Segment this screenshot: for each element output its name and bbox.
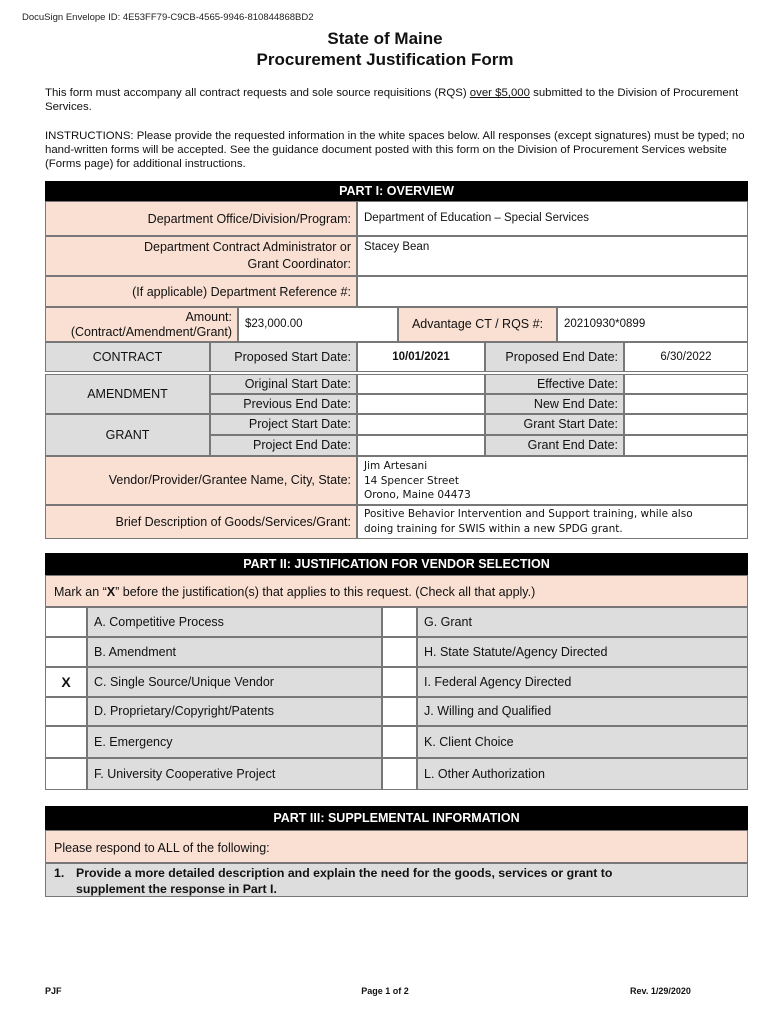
justification-option-right: H. State Statute/Agency Directed [417, 637, 748, 667]
justification-option-left: F. University Cooperative Project [87, 758, 382, 790]
question-1-line-1: Provide a more detailed description and explain the need for the goods, services or grant to [76, 866, 613, 880]
contract-label: CONTRACT [45, 342, 210, 372]
proposed-start-field[interactable]: 10/01/2021 [357, 342, 485, 372]
vendor-name: Jim Artesani [364, 460, 428, 472]
justification-option-right: I. Federal Agency Directed [417, 667, 748, 697]
amount-label [45, 307, 238, 342]
advantage-value-field[interactable]: 20210930*0899 [557, 307, 748, 342]
ref-label: (If applicable) Department Reference #: [45, 276, 357, 307]
part3-instruction: Please respond to ALL of the following: [45, 830, 748, 863]
question-1 [45, 863, 748, 897]
justification-checkbox-right[interactable] [382, 726, 417, 758]
intro-text-2: submitted to the Division of Procurement Services. [45, 87, 739, 113]
justification-checkbox-left[interactable] [45, 697, 87, 726]
grant-end-label: Grant End Date: [485, 435, 624, 456]
proposed-start-label: Proposed Start Date: [210, 342, 357, 372]
justification-checkbox-left[interactable] [45, 637, 87, 667]
form-title-state: State of Maine [327, 29, 443, 48]
description-label: Brief Description of Goods/Services/Grant: [45, 505, 357, 539]
description-line-2: doing training for SWIS within a new SPDG grant. [364, 522, 623, 535]
vendor-city-state: Orono, Maine 04473 [364, 489, 471, 501]
justification-option-left: D. Proprietary/Copyright/Patents [87, 697, 382, 726]
justification-checkbox-left[interactable] [45, 758, 87, 790]
footer-form-code: PJF [45, 986, 62, 996]
justification-option-left: B. Amendment [87, 637, 382, 667]
grant-start-field[interactable] [624, 414, 748, 435]
question-1-line-2: supplement the response in Part I. [76, 882, 277, 896]
part1-header: PART I: OVERVIEW [45, 181, 748, 201]
proposed-end-field[interactable]: 6/30/2022 [624, 342, 748, 372]
justification-option-left: E. Emergency [87, 726, 382, 758]
description-line-1: Positive Behavior Intervention and Support training, while also [364, 508, 693, 520]
justification-option-right: G. Grant [417, 607, 748, 637]
justification-checkbox-left[interactable]: X [45, 667, 87, 697]
dept-value-field[interactable]: Department of Education – Special Services [357, 201, 748, 236]
part2-instruction [45, 575, 748, 607]
admin-value-field[interactable]: Stacey Bean [357, 236, 748, 276]
amount-value-field[interactable]: $23,000.00 [238, 307, 398, 342]
amount-label-line1: Amount: [185, 310, 232, 324]
admin-label [45, 236, 357, 276]
project-end-label: Project End Date: [210, 435, 357, 456]
justification-option-right: L. Other Authorization [417, 758, 748, 790]
part3-header: PART III: SUPPLEMENTAL INFORMATION [45, 806, 748, 830]
question-1-number: 1. [54, 866, 65, 880]
amendment-label: AMENDMENT [45, 374, 210, 414]
vendor-label: Vendor/Provider/Grantee Name, City, State: [45, 456, 357, 505]
grant-start-label: Grant Start Date: [485, 414, 624, 435]
instructions-paragraph: INSTRUCTIONS: Please provide the requested information in the white spaces below. All responses (except signatures) must be typed; no hand-written forms will be accepted. See the guidance document posted with this form on the Division of Procurement Services website (Forms page) for additional instructions. [45, 130, 745, 170]
justification-checkbox-left[interactable] [45, 726, 87, 758]
admin-label-line1: Department Contract Administrator or [143, 240, 351, 254]
part2-instruction-text-2: ” before the justification(s) that applies to this request. (Check all that apply.) [115, 585, 536, 599]
project-start-label: Project Start Date: [210, 414, 357, 435]
description-value-field[interactable] [357, 505, 748, 539]
footer-page-number: Page 1 of 2 [361, 986, 409, 996]
project-start-field[interactable] [357, 414, 485, 435]
form-title: Procurement Justification Form [256, 50, 514, 69]
new-end-label: New End Date: [485, 394, 624, 414]
justification-table [45, 607, 748, 790]
justification-option-right: K. Client Choice [417, 726, 748, 758]
original-start-field[interactable] [357, 374, 485, 394]
new-end-field[interactable] [624, 394, 748, 414]
justification-checkbox-right[interactable] [382, 637, 417, 667]
admin-label-line2: Grant Coordinator: [247, 257, 351, 271]
grant-label: GRANT [45, 414, 210, 456]
vendor-street: 14 Spencer Street [364, 474, 459, 487]
footer-revision: Rev. 1/29/2020 [630, 986, 691, 996]
grant-end-field[interactable] [624, 435, 748, 456]
project-end-field[interactable] [357, 435, 485, 456]
original-start-label: Original Start Date: [210, 374, 357, 394]
justification-option-left: C. Single Source/Unique Vendor [87, 667, 382, 697]
justification-checkbox-right[interactable] [382, 607, 417, 637]
intro-text-1: This form must accompany all contract requests and sole source requisitions (RQS) [45, 87, 470, 99]
dept-label: Department Office/Division/Program: [45, 201, 357, 236]
proposed-end-label: Proposed End Date: [485, 342, 624, 372]
justification-checkbox-left[interactable] [45, 607, 87, 637]
previous-end-label: Previous End Date: [210, 394, 357, 414]
justification-checkbox-right[interactable] [382, 697, 417, 726]
part2-instruction-x: X [106, 585, 116, 599]
justification-checkbox-right[interactable] [382, 758, 417, 790]
vendor-value-field[interactable] [357, 456, 748, 505]
justification-checkbox-right[interactable] [382, 667, 417, 697]
justification-option-left: A. Competitive Process [87, 607, 382, 637]
advantage-label: Advantage CT / RQS #: [398, 307, 557, 342]
part1-table [45, 201, 748, 539]
justification-option-right: J. Willing and Qualified [417, 697, 748, 726]
effective-date-label: Effective Date: [485, 374, 624, 394]
effective-date-field[interactable] [624, 374, 748, 394]
intro-paragraph [45, 86, 750, 114]
ref-value-field[interactable] [357, 276, 748, 307]
intro-threshold: over $5,000 [469, 87, 530, 99]
part2-instruction-text-1: Mark an “ [54, 585, 107, 599]
previous-end-field[interactable] [357, 394, 485, 414]
part2-header: PART II: JUSTIFICATION FOR VENDOR SELECTION [45, 553, 748, 575]
amount-label-line2: (Contract/Amendment/Grant) [70, 325, 232, 339]
docusign-envelope-id: DocuSign Envelope ID: 4E53FF79-C9CB-4565-9946-810844868BD2 [22, 12, 314, 23]
